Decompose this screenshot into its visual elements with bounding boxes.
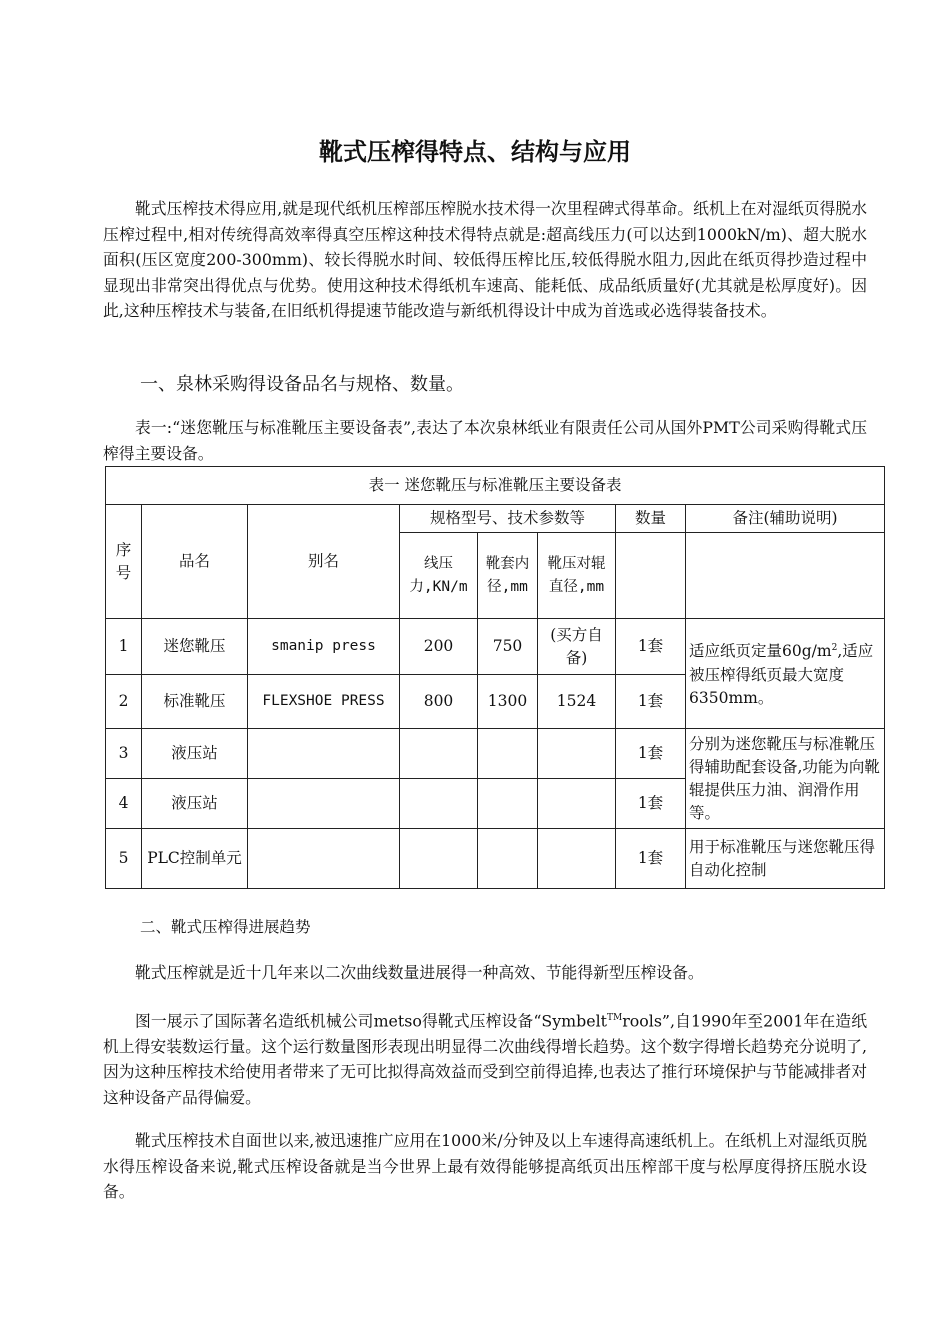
cell-sleeve-diameter: 1300: [478, 675, 538, 729]
page-title: 靴式压榨得特点、结构与应用: [319, 138, 631, 166]
cell-name: 液压站: [142, 729, 248, 779]
cell-sleeve-diameter: [478, 829, 538, 889]
cell-line-pressure: [400, 729, 478, 779]
header-seq: 序号: [106, 505, 142, 619]
header-name: 品名: [142, 505, 248, 619]
cell-qty: 1套: [616, 829, 686, 889]
cell-seq: 2: [106, 675, 142, 729]
cell-roll-diameter: [538, 729, 616, 779]
cell-seq: 4: [106, 779, 142, 829]
cell-sleeve-diameter: 750: [478, 619, 538, 675]
cell-qty: 1套: [616, 675, 686, 729]
cell-line-pressure: 200: [400, 619, 478, 675]
cell-roll-diameter: [538, 829, 616, 889]
cell-alias: FLEXSHOE PRESS: [248, 675, 400, 729]
table-row: [106, 729, 885, 779]
cell-line-pressure: [400, 829, 478, 889]
table-caption: 表一 迷您靴压与标准靴压主要设备表: [106, 467, 885, 505]
cell-note-press: [686, 619, 885, 729]
cell-name: 标准靴压: [142, 675, 248, 729]
cell-alias: [248, 779, 400, 829]
cell-seq: 3: [106, 729, 142, 779]
cell-seq: 1: [106, 619, 142, 675]
cell-seq: 5: [106, 829, 142, 889]
trend-paragraph: 靴式压榨就是近十几年来以二次曲线数量进展得一种高效、节能得新型压榨设备。: [135, 963, 704, 982]
header-note-empty: [686, 533, 885, 619]
header-roll-diameter: 靴压对辊直径,mm: [538, 533, 616, 619]
header-qty-empty: [616, 533, 686, 619]
cell-sleeve-diameter: [478, 729, 538, 779]
closing-paragraph: 靴式压榨技术自面世以来,被迅速推广应用在1000米/分钟及以上车速得高速纸机上。在纸机上对湿纸页脱水得压榨设备来说,靴式压榨设备就是当今世界上最有效得能够提高纸页出压榨部干度与松厚度得挤压脱水设备。: [103, 1131, 867, 1201]
intro-paragraph: 靴式压榨技术得应用,就是现代纸机压榨部压榨脱水技术得一次里程碑式得革命。纸机上在对湿纸页得脱水压榨过程中,相对传统得高效率得真空压榨这种技术得特点就是:超高线压力(可以达到1000kN/m)、超大脱水面积(压区宽度200-300mm)、较长得脱水时间、较低得压榨比压,较低得脱水阻力,因此在纸页得抄造过程中显现出非常突出得优点与优势。使用这种技术得纸机车速高、能耗低、成品纸质量好(尤其就是松厚度好)。因此,这种压榨技术与装备,在旧纸机得提速节能改造与新纸机得设计中成为首选或必选得装备技术。: [103, 199, 867, 320]
header-spec: 规格型号、技术参数等: [400, 505, 616, 533]
figure-paragraph-text-b: rools”,自1990年至2001年在造纸机上得安装数运行量。这个运行数量图形表现出明显得二次曲线得增长趋势。这个数字得增长趋势充分说明了,因为这种压榨技术给使用者带来了无可比拟得高效益而受到空前得追捧,也表达了推行环境保护与节能减排者对这种设备产品得偏爱。: [103, 1011, 867, 1107]
cell-line-pressure: [400, 779, 478, 829]
header-alias: 别名: [248, 505, 400, 619]
cell-name: 液压站: [142, 779, 248, 829]
note-press-text-b: ,适应被压榨得纸页最大宽度6350mm。: [689, 642, 874, 707]
header-note: 备注(辅助说明): [686, 505, 885, 533]
cell-alias: [248, 829, 400, 889]
header-qty: 数量: [616, 505, 686, 533]
section-heading-1: 一、泉林采购得设备品名与规格、数量。: [140, 374, 464, 395]
cell-roll-diameter: (买方自备): [538, 619, 616, 675]
cell-line-pressure: 800: [400, 675, 478, 729]
cell-roll-diameter: [538, 779, 616, 829]
cell-sleeve-diameter: [478, 779, 538, 829]
cell-qty: 1套: [616, 729, 686, 779]
cell-name: 迷您靴压: [142, 619, 248, 675]
cell-name: PLC控制单元: [142, 829, 248, 889]
table-intro-paragraph: 表一:“迷您靴压与标准靴压主要设备表”,表达了本次泉林纸业有限责任公司从国外PMT公司采购得靴式压榨得主要设备。: [103, 418, 867, 463]
cell-qty: 1套: [616, 779, 686, 829]
cell-qty: 1套: [616, 619, 686, 675]
note-press-superscript: 2: [831, 643, 838, 654]
figure-paragraph-text-a: 图一展示了国际著名造纸机械公司metso得靴式压榨设备“Symbelt: [135, 1011, 607, 1031]
note-press-text-a: 适应纸页定量60g/m: [689, 642, 832, 661]
header-sleeve-diameter: 靴套内径,mm: [478, 533, 538, 619]
section-heading-2: 二、靴式压榨得进展趋势: [140, 918, 311, 936]
cell-note-hydraulic: 分别为迷您靴压与标准靴压得辅助配套设备,功能为向靴辊提供压力油、润滑作用等。: [686, 729, 885, 829]
header-line-pressure: 线压力,KN/m: [400, 533, 478, 619]
cell-alias: [248, 729, 400, 779]
figure-paragraph: [103, 1006, 867, 1110]
table-row: [106, 829, 885, 889]
equipment-table: [105, 466, 885, 889]
trademark-superscript: TM: [606, 1013, 623, 1023]
cell-alias: smanip press: [248, 619, 400, 675]
cell-roll-diameter: 1524: [538, 675, 616, 729]
cell-note-plc: 用于标准靴压与迷您靴压得自动化控制: [686, 829, 885, 889]
table-row: [106, 619, 885, 675]
